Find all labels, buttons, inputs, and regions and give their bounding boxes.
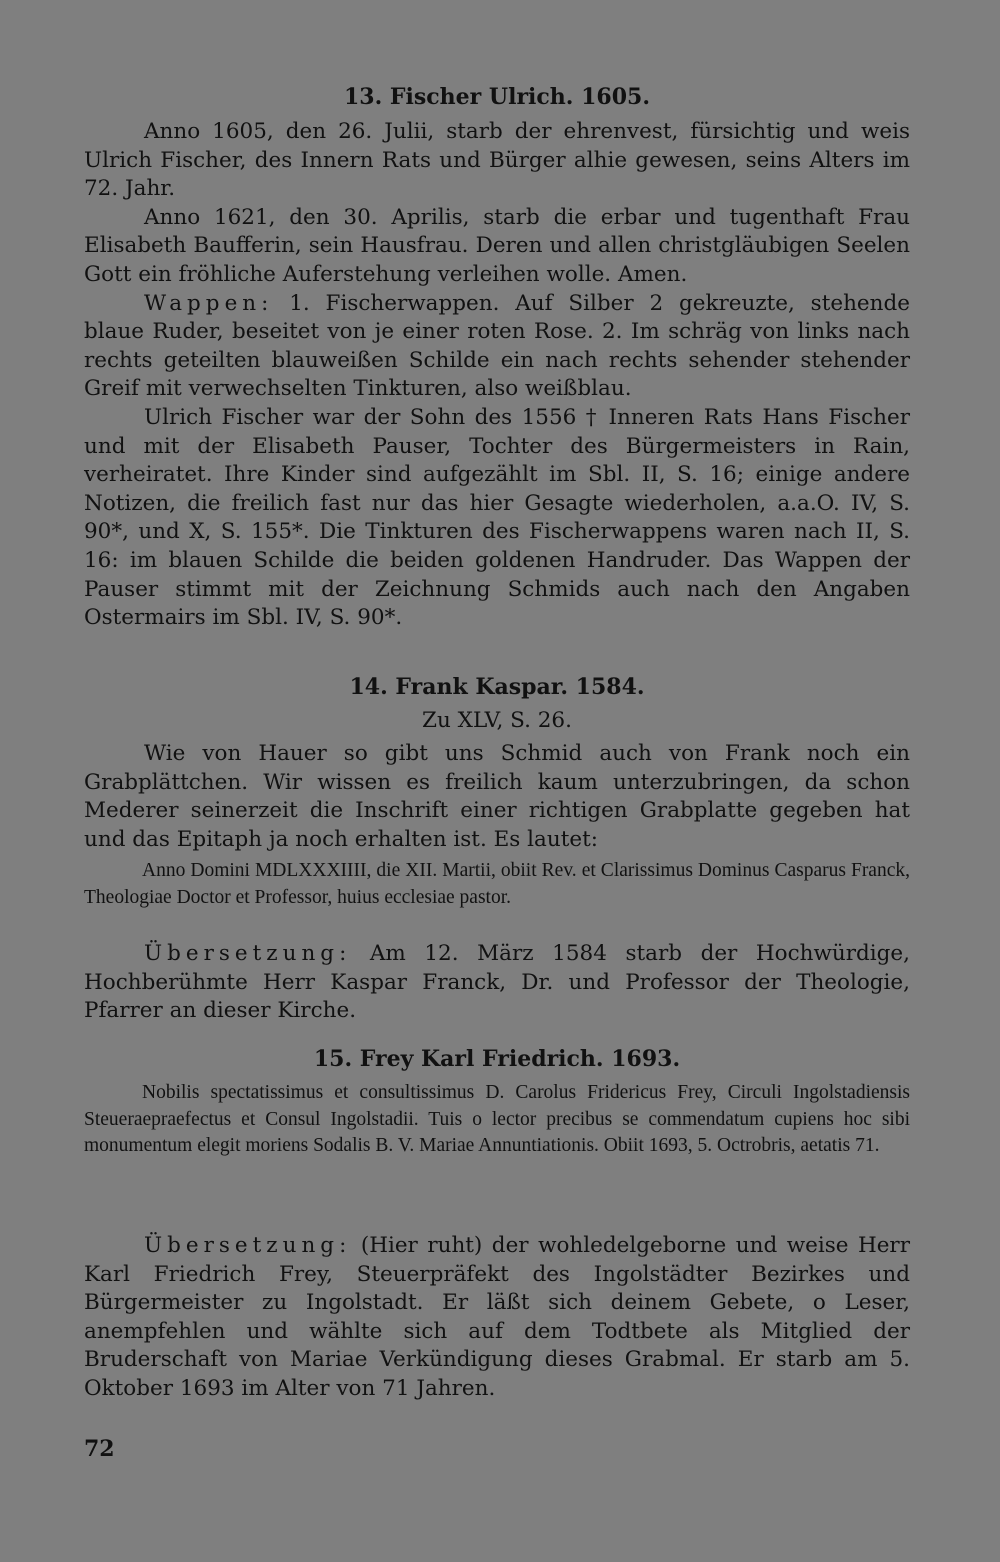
paragraph	[84, 940, 910, 1026]
paragraph: Anno 1605, den 26. Julii, starb der ehrenvest, fürsichtig und weis Ulrich Fischer, des Innern Rats und Bürger alhie gewesen, seins Alters im 72. Jahr.	[84, 119, 910, 202]
entry-13-body	[84, 118, 910, 633]
paragraph	[84, 290, 910, 404]
page-number: 72	[84, 1436, 115, 1462]
paragraph: Anno 1621, den 30. Aprilis, starb die erbar und tugenthaft Frau Elisabeth Baufferin, sein Hausfrau. Deren und allen christgläubigen Seelen Gott ein fröhliche Auferstehung verleihen wolle. Amen.	[84, 204, 910, 287]
entry-14-heading: 14. Frank Kaspar. 1584.	[349, 674, 645, 700]
paragraph	[84, 1232, 910, 1404]
entry-14-translation	[84, 940, 910, 1026]
paragraph: Ulrich Fischer war der Sohn des 1556 † Inneren Rats Hans Fischer und mit der Elisabeth Pauser, Tochter des Bürgermeisters in Rain, verheiratet. Ihre Kinder sind aufgezählt im Sbl. II, S. 16; einige andere Notizen, die freilich fast nur das hier Gesagte wiederholen, a.a.O. IV, S. 90*, und X, S. 155*. Die Tinkturen des Fischerwappens waren nach II, S. 16: im blauen Schilde die beiden goldenen Handruder. Das Wappen der Pauser stimmt mit der Zeichnung Schmids auch nach den Angaben Ostermairs im Sbl. IV, S. 90*.	[84, 404, 910, 631]
paragraph-text: 1. Fischerwappen. Auf Silber 2 gekreuzte, stehende blaue Ruder, beseitet von je einer roten Rose. 2. Im schräg von links nach rechts geteilten blauweißen Schilde ein nach rechts sehender stehender Greif mit verwechselten Tinkturen, also weißblau.	[84, 290, 910, 402]
inscription-text: Nobilis spectatissimus et consultissimus D. Carolus Fridericus Frey, Circuli Ingolstadiensis Steueraepraefectus et Consul Ingolstadii. Tuis o lector precibus se commendatum cupiens hoc sibi monumentum elegit moriens Sodalis B. V. Mariae Annuntiationis. Obiit 1693, 5. Octrobris, aetatis 71.	[84, 1082, 910, 1156]
paragraph: Wie von Hauer so gibt uns Schmid auch von Frank noch ein Grabplättchen. Wir wissen es freilich kaum unterzubringen, da schon Mederer seinerzeit die Inschrift einer richtigen Grabplatte gegeben hat und das Epitaph ja noch erhalten ist. Es lautet:	[84, 741, 910, 852]
entry-13-heading: 13. Fischer Ulrich. 1605.	[343, 84, 651, 110]
entry-14-subheading: Zu XLV, S. 26.	[422, 708, 572, 733]
entry-14-inscription	[84, 858, 910, 911]
entry-15-translation	[84, 1232, 910, 1404]
label-wappen: Wappen:	[144, 290, 274, 316]
translation-text: Am 12. März 1584 starb der Hochwürdige, Hochberühmte Herr Kaspar Franck, Dr. und Professor der Theologie, Pfarrer an dieser Kirche.	[84, 941, 910, 1024]
label-uebersetzung: Übersetzung:	[144, 1233, 352, 1258]
entry-15-inscription	[84, 1080, 910, 1160]
inscription-text: Anno Domini MDLXXXIIII, die XII. Martii, obiit Rev. et Clarissimus Dominus Casparus Franck, Theologiae Doctor et Professor, huius ecclesiae pastor.	[84, 860, 910, 908]
label-uebersetzung: Übersetzung:	[144, 941, 352, 966]
entry-14-body	[84, 740, 910, 854]
translation-text: (Hier ruht) der wohledelgeborne und weise Herr Karl Friedrich Frey, Steuerpräfekt des Ingolstädter Bezirkes und Bürgermeister zu Ingolstadt. Er läßt sich deinem Gebete, o Leser, anempfehlen und wählte sich auf dem Todtbete als Mitglied der Bruderschaft von Mariae Verkündigung dieses Grabmal. Er starb am 5. Oktober 1693 im Alter von 71 Jahren.	[84, 1233, 910, 1401]
entry-15-heading: 15. Frey Karl Friedrich. 1693.	[313, 1046, 681, 1072]
